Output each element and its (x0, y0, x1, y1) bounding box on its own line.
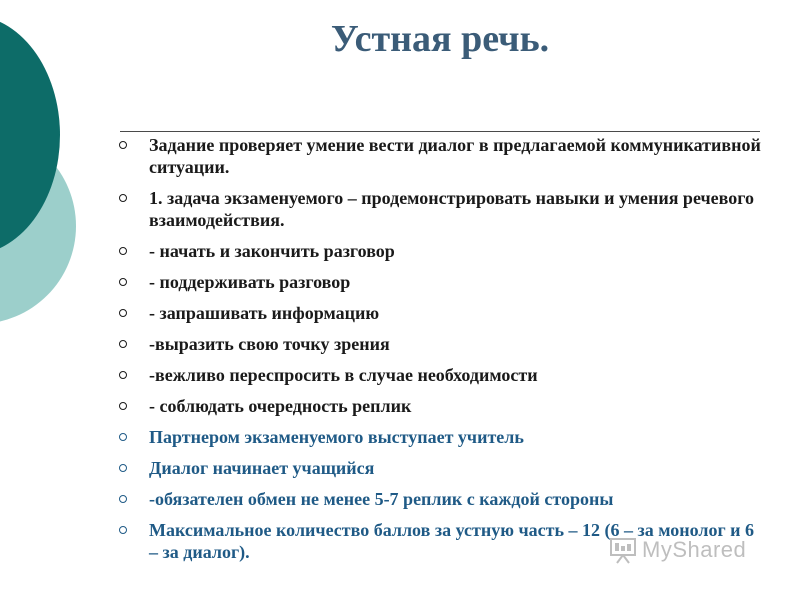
bullet-text: Максимальное количество баллов за устную часть – 12 (6 – за монолог и 6 – за диалог). (149, 520, 754, 562)
bullet-circle-icon (119, 495, 127, 503)
slide-title: Устная речь. (330, 18, 550, 60)
bullet-text: -выразить свою точку зрения (149, 334, 390, 354)
bullet-item (115, 364, 765, 386)
bullet-text: - поддерживать разговор (149, 272, 351, 292)
watermark (608, 536, 746, 564)
bullet-item (115, 271, 765, 293)
bullet-item-highlight (115, 426, 765, 448)
bullet-text: Задание проверяет умение вести диалог в предлагаемой коммуникативной ситуации. (149, 135, 761, 177)
bullet-text: 1. задача экзаменуемого – продемонстрировать навыки и умения речевого взаимодействия. (149, 188, 754, 230)
bullet-circle-icon (119, 402, 127, 410)
bullet-circle-icon (119, 371, 127, 379)
bullet-circle-icon (119, 278, 127, 286)
bullet-circle-icon (119, 247, 127, 255)
bullet-item-highlight (115, 488, 765, 510)
bullet-item (115, 302, 765, 324)
watermark-text: MyShared (642, 537, 747, 562)
bullet-circle-icon (119, 194, 127, 202)
bullet-item-highlight (115, 457, 765, 479)
bullet-circle-icon (119, 526, 127, 534)
bullet-item (115, 240, 765, 262)
bullet-text: -обязателен обмен не менее 5-7 реплик с каждой стороны (149, 489, 614, 509)
bullet-item (115, 333, 765, 355)
bullet-circle-icon (119, 309, 127, 317)
bullet-circle-icon (119, 141, 127, 149)
bullet-item (115, 395, 765, 417)
bullet-item (115, 134, 765, 178)
title-divider (120, 131, 760, 132)
bullet-circle-icon (119, 433, 127, 441)
bullet-circle-icon (119, 464, 127, 472)
bullet-circle-icon (119, 340, 127, 348)
bullet-list (115, 134, 765, 572)
bullet-text: Диалог начинает учащийся (149, 458, 375, 478)
bullet-text: - запрашивать информацию (149, 303, 380, 323)
bullet-text: -вежливо переспросить в случае необходимости (149, 365, 538, 385)
presentation-board-icon (608, 536, 638, 564)
bullet-text: - начать и закончить разговор (149, 241, 395, 261)
bullet-item (115, 187, 765, 231)
bullet-text: - соблюдать очередность реплик (149, 396, 412, 416)
bullet-text: Партнером экзаменуемого выступает учитель (149, 427, 524, 447)
